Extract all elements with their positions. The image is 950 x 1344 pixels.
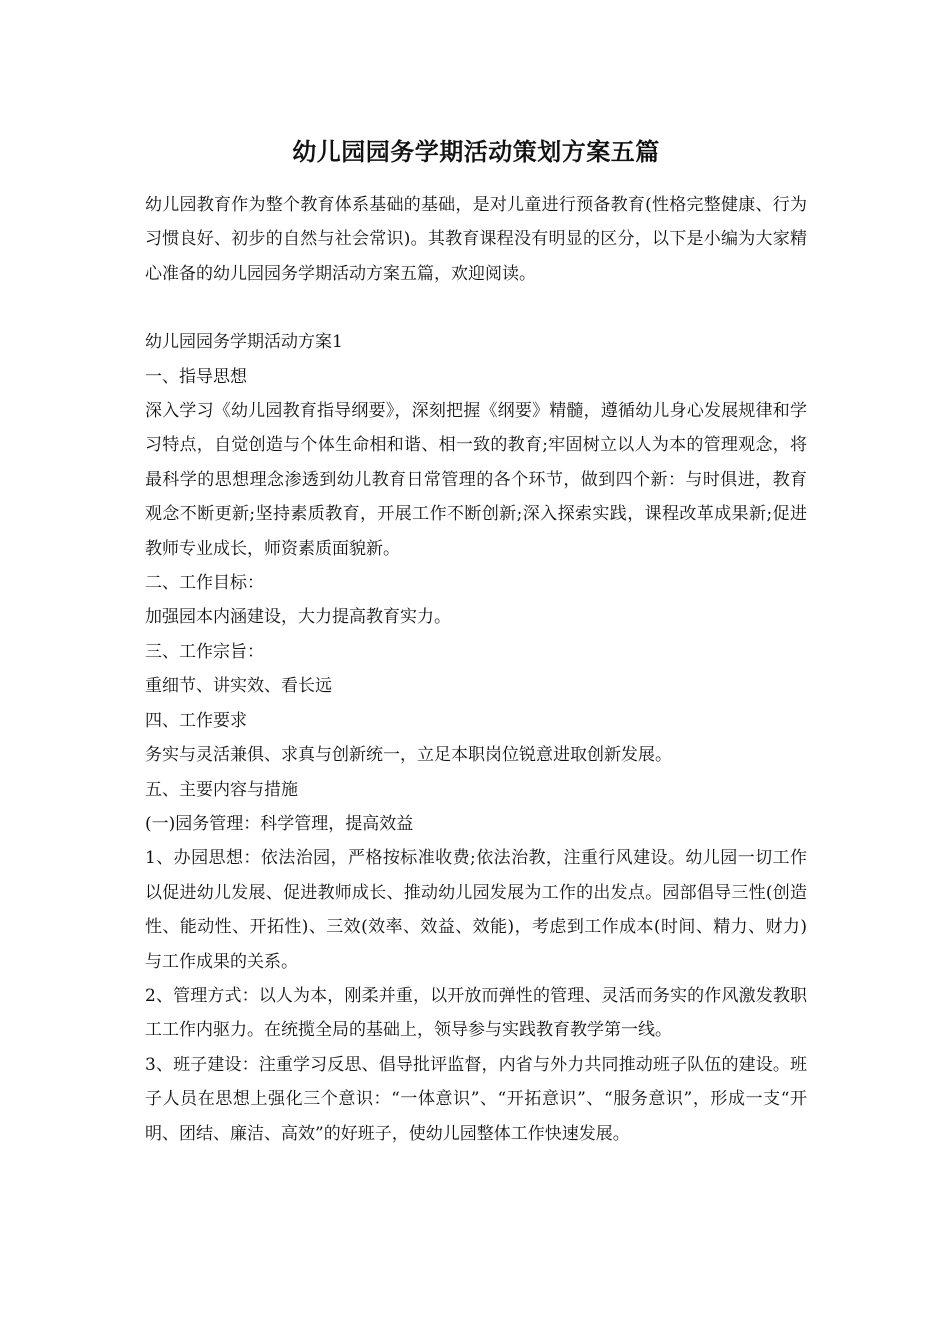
paragraph-work-purpose: 重细节、讲实效、看长远 <box>145 676 332 697</box>
heading-work-purpose: 三、工作宗旨： <box>145 641 264 662</box>
heading-work-requirements: 四、工作要求 <box>145 710 247 731</box>
paragraph-management-idea: 1、办园思想：依法治园，严格按标准收费;依法治教，注重行风建设。幼儿园一切工作以促进幼儿发展、促进教师成长、推动幼儿园发展为工作的出发点。园部倡导三性(创造性、能动性、开拓性)、三效(效率、效益、效能)，考虑到工作成本(时间、精力、财力)与工作成果的关系。 <box>145 848 807 972</box>
section-title: 幼儿园园务学期活动方案1 <box>145 332 343 353</box>
document-content <box>145 132 807 1151</box>
paragraph-work-goal: 加强园本内涵建设，大力提高教育实力。 <box>145 607 451 628</box>
document-title: 幼儿园园务学期活动策划方案五篇 <box>292 137 660 166</box>
intro-paragraph: 幼儿园教育作为整个教育体系基础的基础，是对儿童进行预备教育(性格完整健康、行为习惯良好、初步的自然与社会常识)。其教育课程没有明显的区分，以下是小编为大家精心准备的幼儿园园务学期活动方案五篇，欢迎阅读。 <box>145 195 807 284</box>
heading-work-goal: 二、工作目标： <box>145 573 264 594</box>
heading-main-content: 五、主要内容与措施 <box>145 779 298 800</box>
subheading-management: (一)园务管理：科学管理，提高效益 <box>145 813 414 834</box>
paragraph-team-building: 3、班子建设：注重学习反思、倡导批评监督，内省与外力共同推动班子队伍的建设。班子人员在思想上强化三个意识：“一体意识”、“开拓意识”、“服务意识”，形成一支“开明、团结、廉洁、高效”的好班子，使幼儿园整体工作快速发展。 <box>145 1054 807 1144</box>
paragraph-management-method: 2、管理方式：以人为本，刚柔并重，以开放而弹性的管理、灵活而务实的作风激发教职工工作内驱力。在统揽全局的基础上，领导参与实践教育教学第一线。 <box>145 985 807 1041</box>
heading-guiding-thought: 一、指导思想 <box>145 366 247 387</box>
paragraph-guiding-thought: 深入学习《幼儿园教育指导纲要》，深刻把握《纲要》精髓，遵循幼儿身心发展规律和学习特点，自觉创造与个体生命相和谐、相一致的教育;牢固树立以人为本的管理观念，将最科学的思想理念渗透到幼儿教育日常管理的各个环节，做到四个新：与时俱进，教育观念不断更新;坚持素质教育，开展工作不断创新;深入探索实践，课程改革成果新;促进教师专业成长，师资素质面貌新。 <box>145 401 807 559</box>
paragraph-work-requirements: 务实与灵活兼俱、求真与创新统一，立足本职岗位锐意进取创新发展。 <box>145 745 672 766</box>
